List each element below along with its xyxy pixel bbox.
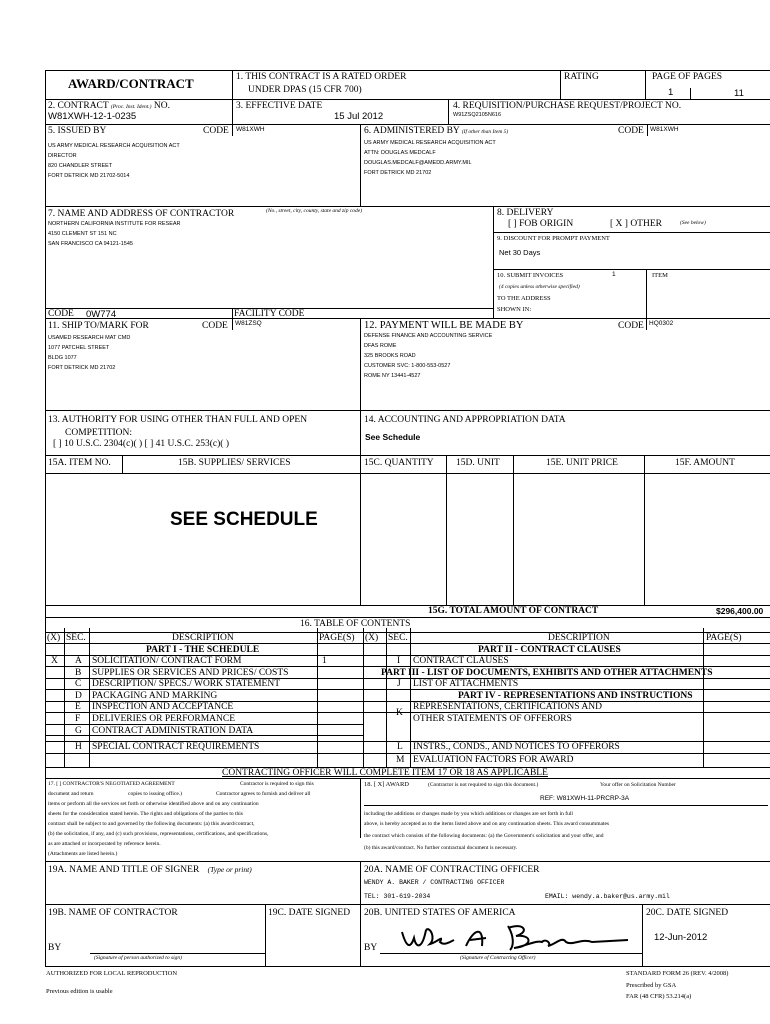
address-line: FORT DETRICK MD 21702 — [48, 365, 116, 371]
form-title: AWARD/CONTRACT — [68, 76, 194, 91]
box12-code: HQ0302 — [649, 320, 674, 327]
col-unit: 15D. UNIT — [456, 458, 500, 468]
footer-prescribed-by: Prescribed by GSA — [626, 982, 677, 989]
col-amount: 15F. AMOUNT — [675, 458, 735, 468]
box17-line4: sheets for the consideration stated herein. The rights and obligations of the parties to this — [48, 811, 243, 817]
address-line: DIRECTOR — [48, 153, 77, 159]
toc-row-desc: SUPPLIES OR SERVICES AND PRICES/ COSTS — [92, 668, 289, 678]
toc-row-desc: REPRESENTATIONS, CERTIFICATIONS AND — [413, 702, 602, 712]
col-item-no: 15A. ITEM NO. — [48, 458, 111, 468]
box11-code-label: CODE — [202, 321, 228, 331]
box11-code: W81ZSQ — [235, 320, 262, 327]
contractor-code: 0W774 — [86, 309, 117, 320]
toc-col-x: (X) — [47, 633, 61, 643]
address-line: ATTN: DOUGLAS MEDCALF — [364, 150, 436, 156]
contracting-officer-email: EMAIL: wendy.a.baker@us.army.mil — [545, 893, 670, 900]
toc-row-desc: PACKAGING AND MARKING — [92, 691, 218, 701]
box6-code: W81XWH — [650, 126, 679, 133]
page-of-pages-label: PAGE OF PAGES — [652, 72, 723, 82]
toc-row-sec: A — [75, 656, 82, 666]
co-instruction: CONTRACTING OFFICER WILL COMPLETE ITEM 17 OR 18 AS APPLICABLE — [222, 768, 548, 778]
contracting-officer-signature — [396, 920, 636, 956]
toc-title: 16. TABLE OF CONTENTS — [300, 619, 411, 629]
ship-to-address — [48, 333, 130, 373]
address-line: NORTHERN CALIFORNIA INSTITUTE FOR RESEAR — [48, 221, 181, 227]
box11-label: 11. SHIP TO/MARK FOR — [48, 321, 149, 331]
box7-label: 7. NAME AND ADDRESS OF CONTRACTOR — [48, 209, 235, 219]
solicitation-underline — [364, 805, 768, 806]
box17-line8: (Attachments are listed herein.) — [48, 851, 118, 857]
box17-line6: (b) the solicitation, if any, and (c) such provisions, representations, certifications, and specifications, — [48, 831, 269, 837]
box18-title-sub: (Contractor is not required to sign this document.) — [428, 782, 539, 788]
toc-row-desc: SOLICITATION/ CONTRACT FORM — [92, 656, 242, 666]
box5-code-label: CODE — [203, 126, 229, 136]
accounting-data: See Schedule — [365, 432, 421, 442]
box18-line6: (b) this award/contract. No further contractual document is necessary. — [364, 845, 518, 851]
box13-line1: 13. AUTHORITY FOR USING OTHER THAN FULL AND OPEN — [48, 415, 308, 425]
fob-origin: [ ] FOB ORIGIN — [508, 219, 574, 229]
issued-by-address — [48, 141, 180, 181]
address-line: US ARMY MEDICAL RESEARCH ACQUISITION ACT — [364, 140, 496, 146]
box10-line2: TO THE ADDRESS — [497, 295, 551, 302]
rated-order-dpas: UNDER DPAS (15 CFR 700) — [248, 85, 362, 95]
toc-col-sec: SEC. — [66, 633, 86, 643]
address-line: US ARMY MEDICAL RESEARCH ACQUISITION ACT — [48, 143, 180, 149]
toc-col-desc: DESCRIPTION — [548, 633, 610, 643]
solicitation-reference: REF: W81XWH-11-PRCRP-3A — [540, 795, 630, 802]
toc-col-desc: DESCRIPTION — [172, 633, 234, 643]
box10-item-label: ITEM — [652, 272, 668, 279]
toc-row-sec: H — [75, 742, 82, 752]
box10-line3: SHOWN IN: — [497, 306, 532, 313]
toc-row-sec: L — [397, 742, 403, 752]
box18-line4: above, is hereby accepted as to the items listed above and on any continuation sheets. This award consummates — [364, 821, 610, 827]
box14-label: 14. ACCOUNTING AND APPROPRIATION DATA — [364, 415, 566, 425]
toc-row-sec: G — [75, 726, 82, 736]
facility-code-label: FACILITY CODE — [234, 309, 305, 319]
toc-row-desc: CONTRACT ADMINISTRATION DATA — [92, 726, 254, 736]
box17-head-right: Contractor is required to sign this — [240, 781, 314, 787]
address-line: 820 CHANDLER STREET — [48, 163, 113, 169]
address-line: 1077 PATCHEL STREET — [48, 345, 110, 351]
toc-row-pages: 1 — [322, 656, 327, 666]
toc-col-sec: SEC. — [388, 633, 408, 643]
toc-part1: PART I - THE SCHEDULE — [146, 645, 260, 655]
toc-row-desc: INSTRS., CONDS., AND NOTICES TO OFFERORS — [413, 742, 620, 752]
box18-line3: including the additions or changes made by you which additions or changes are set forth in full — [364, 811, 573, 817]
box18-offer: Your offer on Solicitation Number — [600, 782, 676, 788]
box8-sub: (See below) — [680, 220, 706, 226]
col-unit-price: 15E. UNIT PRICE — [546, 458, 618, 468]
address-line: USAMED RESEARCH MAT CMD — [48, 335, 131, 341]
toc-row-sec: C — [75, 679, 82, 689]
toc-row-desc: INSPECTION AND ACCEPTANCE — [92, 702, 234, 712]
box17-title: 17. [ ] CONTRACTOR'S NEGOTIATED AGREEMENT — [48, 781, 175, 787]
toc-row-sec: I — [397, 656, 401, 666]
footer-form-number: STANDARD FORM 26 (REV. 4/2008) — [626, 970, 729, 977]
toc-row-sec: E — [75, 702, 81, 712]
toc-row-desc: EVALUATION FACTORS FOR AWARD — [413, 755, 574, 765]
box6-label — [364, 127, 508, 137]
box4-label: 4. REQUISITION/PURCHASE REQUEST/PROJECT NO. — [453, 101, 682, 111]
box17-line5: contract shall be subject to and governed by the following documents: (a) this award/contract, — [48, 821, 255, 827]
box19a-label — [48, 866, 252, 876]
footer-previous-edition: Previous edition is usable — [46, 988, 113, 995]
delivery-other: [ X ] OTHER — [610, 219, 662, 229]
box13-line2: COMPETITION: — [65, 428, 133, 438]
address-line: FORT DETRICK MD 21702 — [364, 170, 432, 176]
col-supplies: 15B. SUPPLIES/ SERVICES — [178, 458, 291, 468]
total-amount-label: 15G. TOTAL AMOUNT OF CONTRACT — [428, 606, 599, 616]
box19c-label: 19C. DATE SIGNED — [268, 908, 351, 918]
box6-label-text: 6. ADMINISTERED BY — [364, 126, 460, 136]
box12-label: 12. PAYMENT WILL BE MADE BY — [364, 320, 524, 331]
toc-col-pages: PAGE(S) — [319, 633, 355, 643]
col-quantity: 15C. QUANTITY — [364, 458, 434, 468]
toc-col-pages: PAGE(S) — [706, 633, 742, 643]
box20a-label: 20A. NAME OF CONTRACTING OFFICER — [364, 865, 540, 875]
box10-label: 10. SUBMIT INVOICES — [497, 272, 564, 279]
box18-line5: the contract which consists of the following documents: (a) the Government's solicitation and your offer, and — [364, 833, 604, 839]
toc-part3: PART III - LIST OF DOCUMENTS, EXHIBITS AND OTHER ATTACHMENTS — [381, 668, 713, 678]
footer-far-reference: FAR (48 CFR) 53.214(a) — [626, 993, 692, 1000]
box17-line2a: document and return — [48, 791, 94, 797]
box6-sub: (If other than Item 5) — [461, 129, 509, 135]
contract-number: W81XWH-12-1-0235 — [48, 111, 137, 122]
page-number: 1 — [668, 87, 674, 98]
box19a-sub: (Type or print) — [207, 865, 252, 874]
toc-row-sec: B — [75, 668, 82, 678]
effective-date: 15 Jul 2012 — [334, 111, 384, 122]
toc-row-sec: J — [397, 679, 401, 689]
award-date-signed: 12-Jun-2012 — [654, 932, 708, 943]
box19b-by: BY — [48, 943, 62, 953]
box20c-label: 20C. DATE SIGNED — [646, 908, 729, 918]
payment-address — [364, 331, 492, 381]
toc-row-desc: CONTRACT CLAUSES — [413, 656, 509, 666]
toc-row-desc: OTHER STATEMENTS OF OFFERORS — [413, 714, 572, 724]
box20b-label: 20B. UNITED STATES OF AMERICA — [364, 908, 516, 918]
toc-row-desc: DELIVERIES OR PERFORMANCE — [92, 714, 236, 724]
payment-terms: Net 30 Days — [499, 248, 541, 257]
total-amount: $296,400.00 — [716, 606, 764, 616]
box13-line3: [ ] 10 U.S.C. 2304(c)( ) [ ] 41 U.S.C. 253(c)( ) — [53, 439, 229, 449]
address-line: 325 BROOKS ROAD — [364, 353, 416, 359]
box19a-label-text: 19A. NAME AND TITLE OF SIGNER — [48, 865, 200, 875]
contractor-code-label: CODE — [48, 309, 74, 319]
toc-row-desc: LIST OF ATTACHMENTS — [413, 679, 519, 689]
box2-label-text: 2. CONTRACT — [48, 101, 109, 111]
toc-part2: PART II - CONTRACT CLAUSES — [478, 645, 621, 655]
toc-row-desc: DESCRIPTION/ SPECS./ WORK STATEMENT — [92, 679, 281, 689]
box19b-label: 19B. NAME OF CONTRACTOR — [48, 908, 178, 918]
administered-by-address — [364, 138, 496, 178]
box17-line3: items or perform all the services set forth or otherwise identified above and on any continuation — [48, 801, 259, 807]
box17-line2b: copies to issuing office.) — [128, 791, 182, 797]
contracting-officer-name: WENDY A. BAKER / CONTRACTING OFFICER — [364, 879, 505, 886]
box5-code: W81XWH — [236, 126, 265, 133]
box5-label: 5. ISSUED BY — [48, 126, 107, 136]
box20b-by: BY — [364, 943, 378, 953]
toc-row-desc: SPECIAL CONTRACT REQUIREMENTS — [92, 742, 260, 752]
box9-label: 9. DISCOUNT FOR PROMPT PAYMENT — [497, 235, 610, 242]
box19b-sub: (Signature of person authorized to sign) — [94, 955, 182, 961]
address-line: SAN FRANCISCO CA 94121-1545 — [48, 241, 133, 247]
rated-order-label: 1. THIS CONTRACT IS A RATED ORDER — [236, 72, 407, 82]
address-line: DFAS ROME — [364, 343, 397, 349]
toc-part4: PART IV - REPRESENTATIONS AND INSTRUCTIONS — [458, 691, 693, 701]
toc-row-sec: M — [396, 755, 405, 765]
box2-sub: (Proc. Inst. Ident.) — [110, 104, 152, 110]
footer-local-reproduction: AUTHORIZED FOR LOCAL REPRODUCTION — [46, 970, 178, 977]
requisition-number: W91ZSQ2105N616 — [453, 112, 501, 118]
box6-code-label: CODE — [618, 126, 644, 136]
see-schedule: SEE SCHEDULE — [170, 509, 318, 530]
rating-label: RATING — [564, 72, 599, 82]
box18-title: 18. [ X] AWARD — [364, 781, 409, 788]
box7-sub: (No., street, city, county, state and zip code) — [266, 208, 363, 214]
box3-label: 3. EFFECTIVE DATE — [236, 101, 323, 111]
address-line: DEFENSE FINANCE AND ACCOUNTING SERVICE — [364, 333, 493, 339]
address-line: 4150 CLEMENT ST 151 NC — [48, 231, 117, 237]
address-line: FORT DETRICK MD 21702-5014 — [48, 173, 130, 179]
total-pages: 11 — [734, 88, 744, 99]
box8-label: 8. DELIVERY — [497, 208, 554, 218]
contractor-address — [48, 219, 181, 249]
contracting-officer-tel: TEL: 301-619-2034 — [364, 893, 431, 900]
box20b-sub: (Signature of Contracting Officer) — [460, 955, 536, 961]
toc-row-sec: F — [75, 714, 81, 724]
box17-line2c: Contractor agrees to furnish and deliver all — [216, 791, 311, 797]
address-line: BLDG 1077 — [48, 355, 77, 361]
invoice-copies: 1 — [612, 271, 616, 278]
box10-sub: (4 copies unless otherwise specified) — [499, 284, 580, 290]
box2-no: NO. — [153, 101, 170, 111]
toc-col-x: (X) — [365, 633, 379, 643]
address-line: CUSTOMER SVC: 1-800-553-0527 — [364, 363, 451, 369]
box17-line7: as are attached or incorporated by reference herein. — [48, 841, 161, 847]
address-line: ROME NY 13441-4527 — [364, 373, 421, 379]
box12-code-label: CODE — [618, 321, 644, 331]
toc-row-sec: K — [396, 708, 403, 718]
address-line: DOUGLAS.MEDCALF@AMEDD.ARMY.MIL — [364, 160, 472, 166]
toc-row-sec: D — [75, 691, 82, 701]
toc-row-x: X — [51, 656, 58, 666]
